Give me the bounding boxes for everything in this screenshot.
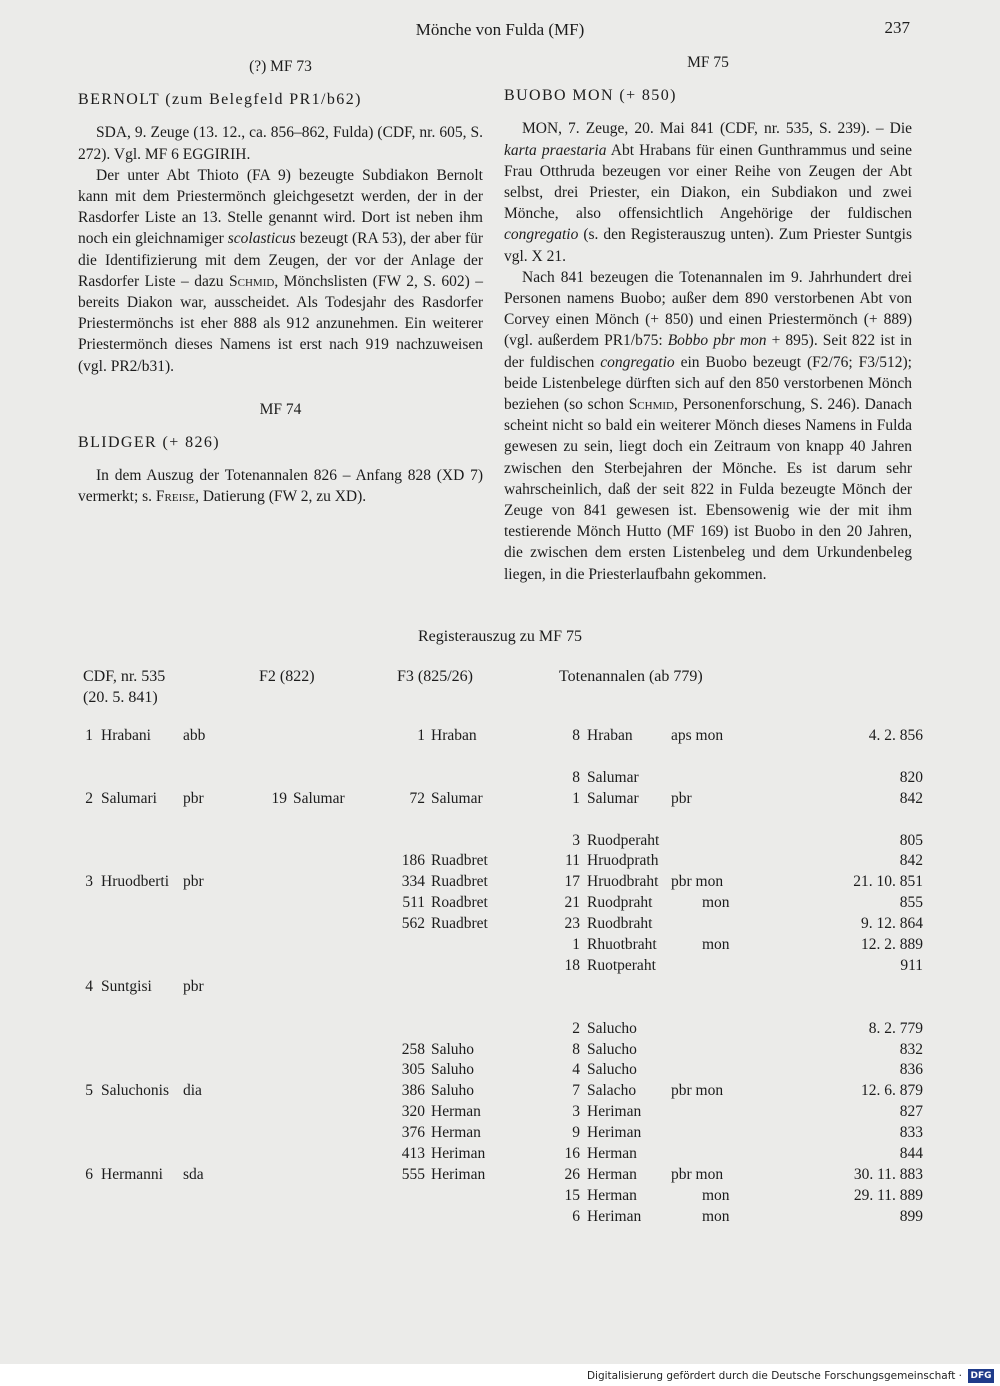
- f3-name: Ruadbret: [431, 852, 488, 870]
- f3-name: Herman: [431, 1124, 481, 1142]
- ta-date: 9. 12. 864: [861, 915, 923, 933]
- ta-number: 23: [564, 915, 580, 933]
- ta-date: 911: [900, 956, 923, 974]
- ta-date: 827: [899, 1103, 923, 1121]
- ta-number: 4: [572, 1061, 580, 1079]
- digitization-footer: [0, 1364, 1000, 1386]
- ta-name: Salumar: [587, 789, 639, 807]
- running-head: Mönche von Fulda (MF): [415, 20, 585, 39]
- ta-name: Ruodbraht: [587, 915, 653, 933]
- cdf-rank: abb: [183, 727, 206, 744]
- f3-name: Hraban: [431, 727, 477, 744]
- f2-number: 19: [271, 789, 287, 807]
- f3-number: 555: [401, 1165, 425, 1183]
- ta-number: 6: [572, 1207, 580, 1225]
- ta-number: 7: [572, 1082, 580, 1100]
- f3-number: 511: [402, 894, 425, 912]
- entry-heading-blidger: BLIDGER (+ 826): [78, 434, 221, 452]
- cdf-rank: sda: [183, 1165, 204, 1183]
- ta-number: 8: [572, 768, 580, 786]
- ta-name: Heriman: [587, 1124, 642, 1142]
- ta-rank: pbr mon: [671, 1082, 724, 1100]
- ta-date: 21. 10. 851: [853, 873, 923, 891]
- f3-name: Herman: [431, 1103, 481, 1121]
- f3-name: Salumar: [431, 789, 483, 807]
- dfg-logo: DFG: [968, 1369, 994, 1383]
- f3-number: 386: [401, 1082, 425, 1100]
- cdf-rank: pbr: [183, 789, 204, 807]
- ta-name: Ruotperaht: [587, 956, 656, 974]
- entry-number-mf73: (?) MF 73: [249, 58, 312, 75]
- f2-name: Salumar: [293, 789, 345, 807]
- cdf-number: 6: [85, 1165, 93, 1183]
- ta-number: 1: [572, 789, 580, 807]
- ta-name: Salucho: [587, 1061, 637, 1079]
- ta-name: Herman: [587, 1165, 637, 1183]
- ta-rank: aps mon: [671, 727, 724, 744]
- ta-date: 12. 6. 879: [861, 1082, 923, 1100]
- ta-name: Hruodbraht: [587, 873, 659, 891]
- cdf-name: Hruodberti: [101, 873, 170, 891]
- ta-name: Heriman: [587, 1103, 642, 1121]
- entry-number-mf75: MF 75: [687, 54, 729, 71]
- entry-heading-buobo: BUOBO MON (+ 850): [504, 87, 677, 105]
- f3-name: Heriman: [431, 1145, 486, 1162]
- ta-name: Salumar: [587, 768, 639, 786]
- ta-date: 842: [899, 789, 923, 807]
- ta-date: 12. 2. 889: [861, 936, 923, 953]
- right-column: [504, 52, 912, 585]
- f3-number: 376: [401, 1124, 425, 1142]
- f3-name: Ruadbret: [431, 873, 488, 891]
- ta-number: 17: [564, 873, 580, 891]
- ta-number: 11: [565, 852, 580, 870]
- ta-name: Salucho: [587, 1019, 637, 1037]
- f3-number: 72: [409, 789, 425, 807]
- cdf-rank: dia: [183, 1082, 202, 1100]
- f3-name: Roadbret: [431, 894, 488, 912]
- ta-rank: mon: [702, 1186, 730, 1204]
- ta-number: 2: [572, 1019, 580, 1037]
- cdf-number: 3: [85, 873, 93, 891]
- f3-name: Saluho: [431, 1061, 475, 1079]
- cdf-number: 4: [85, 977, 93, 995]
- ta-number: 9: [572, 1124, 580, 1142]
- ta-rank: pbr mon: [671, 1165, 724, 1183]
- f3-number: 413: [401, 1145, 425, 1162]
- ta-date: 855: [899, 894, 923, 912]
- ta-name: Herman: [587, 1186, 637, 1204]
- ta-number: 26: [564, 1165, 580, 1183]
- ta-name: Hruodprath: [587, 852, 659, 870]
- ta-number: 3: [572, 1103, 580, 1121]
- register-header-f2: F2 (822): [259, 668, 315, 685]
- f3-number: 305: [401, 1061, 425, 1079]
- cdf-name: Hrabani: [101, 727, 151, 744]
- left-column: [78, 56, 483, 508]
- f3-name: Heriman: [431, 1165, 486, 1183]
- ta-date: 836: [899, 1061, 923, 1079]
- ta-rank: pbr: [671, 789, 692, 807]
- ta-name: Ruodpraht: [587, 894, 653, 912]
- bernolt-paragraph-1: SDA, 9. Zeuge (13. 12., ca. 856–862, Fulda) (CDF, nr. 605, S. 272). Vgl. MF 6 EGGIRIH.: [78, 124, 483, 163]
- ta-rank: pbr mon: [671, 873, 724, 891]
- ta-number: 8: [572, 727, 580, 744]
- ta-name: Salacho: [587, 1082, 637, 1100]
- f3-number: 334: [401, 873, 425, 891]
- ta-date: 844: [899, 1145, 923, 1162]
- cdf-number: 5: [85, 1082, 93, 1100]
- cdf-number: 2: [85, 789, 93, 807]
- buobo-paragraph-1: MON, 7. Zeuge, 20. Mai 841 (CDF, nr. 535, S. 239). – Die karta praestaria Abt Hrabans für einen Gunthrammus und seine Frau Otthruda bezeugen vor einer Reihe von Zeugen der Abt selbst, drei Priester, ein Diakon, ein Subdiakon und zwei Mönche, also offensichtlich Angehörige der fuldischen congregatio (s. den Registerauszug unten). Zum Priester Suntgis vgl. X 21.: [504, 120, 912, 265]
- ta-date: 842: [899, 852, 923, 870]
- register-header-f3: F3 (825/26): [397, 668, 473, 685]
- ta-date: 899: [899, 1207, 923, 1225]
- ta-rank: mon: [702, 936, 730, 953]
- buobo-paragraph-2: Nach 841 bezeugen die Totenannalen im 9. Jahrhundert drei Personen namens Buobo; außer dem 890 verstorbenen Abt von Corvey einen Mönch (+ 850) und einen Priestermönch (+ 889) (vgl. außerdem PR1/b75: Bobbo pbr mon + 895). Seit 822 ist in der fuldischen congregatio ein Buobo bezeugt (F2/76; F3/512); beide Listenbelege dürften sich auf den 850 verstorbenen Mönch beziehen (so schon Schmid, Personenforschung, S. 246). Danach scheint nicht so bald ein weiterer Mönch dieses Namens in Fulda gewesen zu sein, liegt doch ein Zeitraum von knapp 40 Jahren zwischen den Sterbejahren der Mönche. Es ist darum sehr wahrscheinlich, daß der seit 822 in Fulda bezeugte Mönch der Zeuge von 841 gewesen ist. Ebensowenig wie der mit ihm testierende Mönch Hutto (MF 169) ist Buobo in den 20 Jahren, die zwischen dem ersten Listenbeleg und dem Urkundenbeleg liegen, in die Priesterlaufbahn gekommen.: [504, 268, 913, 583]
- cdf-rank: pbr: [183, 873, 204, 891]
- f3-number: 186: [401, 852, 425, 870]
- ta-date: 4. 2. 856: [868, 727, 923, 744]
- register-header-cdf: CDF, nr. 535: [83, 668, 166, 685]
- ta-date: 820: [899, 768, 923, 786]
- ta-name: Rhuotbraht: [587, 936, 657, 953]
- ta-number: 8: [572, 1040, 580, 1058]
- f3-number: 258: [401, 1040, 425, 1058]
- cdf-name: Saluchonis: [101, 1082, 170, 1100]
- ta-rank: mon: [702, 1207, 730, 1225]
- f3-number: 562: [401, 915, 425, 933]
- f3-name: Saluho: [431, 1082, 475, 1100]
- blidger-paragraph: In dem Auszug der Totenannalen 826 – Anfang 828 (XD 7) vermerkt; s. Freise, Datierung (FW 2, zu XD).: [78, 467, 483, 506]
- ta-name: Salucho: [587, 1040, 637, 1058]
- cdf-name: Salumari: [101, 789, 157, 807]
- ta-number: 1: [572, 936, 580, 953]
- entry-number-mf74: MF 74: [259, 400, 302, 418]
- ta-date: 805: [899, 831, 923, 849]
- register-header-totenannalen: Totenannalen (ab 779): [559, 668, 703, 685]
- ta-rank: mon: [702, 894, 730, 912]
- f3-name: Saluho: [431, 1040, 475, 1058]
- ta-date: 30. 11. 883: [853, 1165, 923, 1183]
- ta-number: 16: [564, 1145, 580, 1162]
- ta-number: 15: [564, 1186, 580, 1204]
- entry-heading-bernolt: BERNOLT (zum Belegfeld PR1/b62): [78, 91, 362, 109]
- register-header-cdf-date: (20. 5. 841): [83, 689, 158, 706]
- ta-date: 832: [899, 1040, 923, 1058]
- ta-number: 3: [572, 831, 580, 849]
- ta-name: Hraban: [587, 727, 633, 744]
- f3-number: 320: [401, 1103, 425, 1121]
- page-number: 237: [884, 18, 910, 37]
- ta-date: 8. 2. 779: [868, 1019, 923, 1037]
- cdf-rank: pbr: [183, 977, 204, 995]
- cdf-name: Suntgisi: [101, 977, 152, 995]
- ta-number: 18: [564, 956, 580, 974]
- footer-credit: Digitalisierung gefördert durch die Deutsche Forschungsgemeinschaft ·: [586, 1370, 962, 1382]
- ta-number: 21: [564, 894, 580, 912]
- ta-name: Herman: [587, 1145, 637, 1162]
- f3-name: Ruadbret: [431, 915, 488, 933]
- bernolt-paragraph-2: Der unter Abt Thioto (FA 9) bezeugte Subdiakon Bernolt kann mit dem Priestermönch gleichgesetzt werden, der in der Rasdorfer Liste an 13. Stelle genannt wird. Dort ist neben ihm noch ein gleichnamiger scolasticus bezeugt (RA 53), der aber für die Identifizierung mit dem Zeugen, der vor der Anlage der Rasdorfer Liste – dazu Schmid, Mönchslisten (FW 2, S. 602) – bereits Diakon war, ausscheidet. Als Todesjahr des Rasdorfer Priestermönchs ist eher 888 als 912 anzunehmen. Ein weiterer Priestermönch dieses Namens ist erst nach 919 nachzuweisen (vgl. PR2/b31).: [78, 166, 483, 375]
- f3-number: 1: [417, 727, 425, 744]
- ta-date: 833: [899, 1124, 923, 1142]
- register-title: Registerauszug zu MF 75: [418, 628, 582, 645]
- ta-date: 29. 11. 889: [853, 1186, 923, 1204]
- cdf-number: 1: [85, 727, 93, 744]
- ta-name: Heriman: [587, 1207, 642, 1225]
- cdf-name: Hermanni: [101, 1165, 163, 1183]
- ta-name: Ruodperaht: [587, 831, 660, 849]
